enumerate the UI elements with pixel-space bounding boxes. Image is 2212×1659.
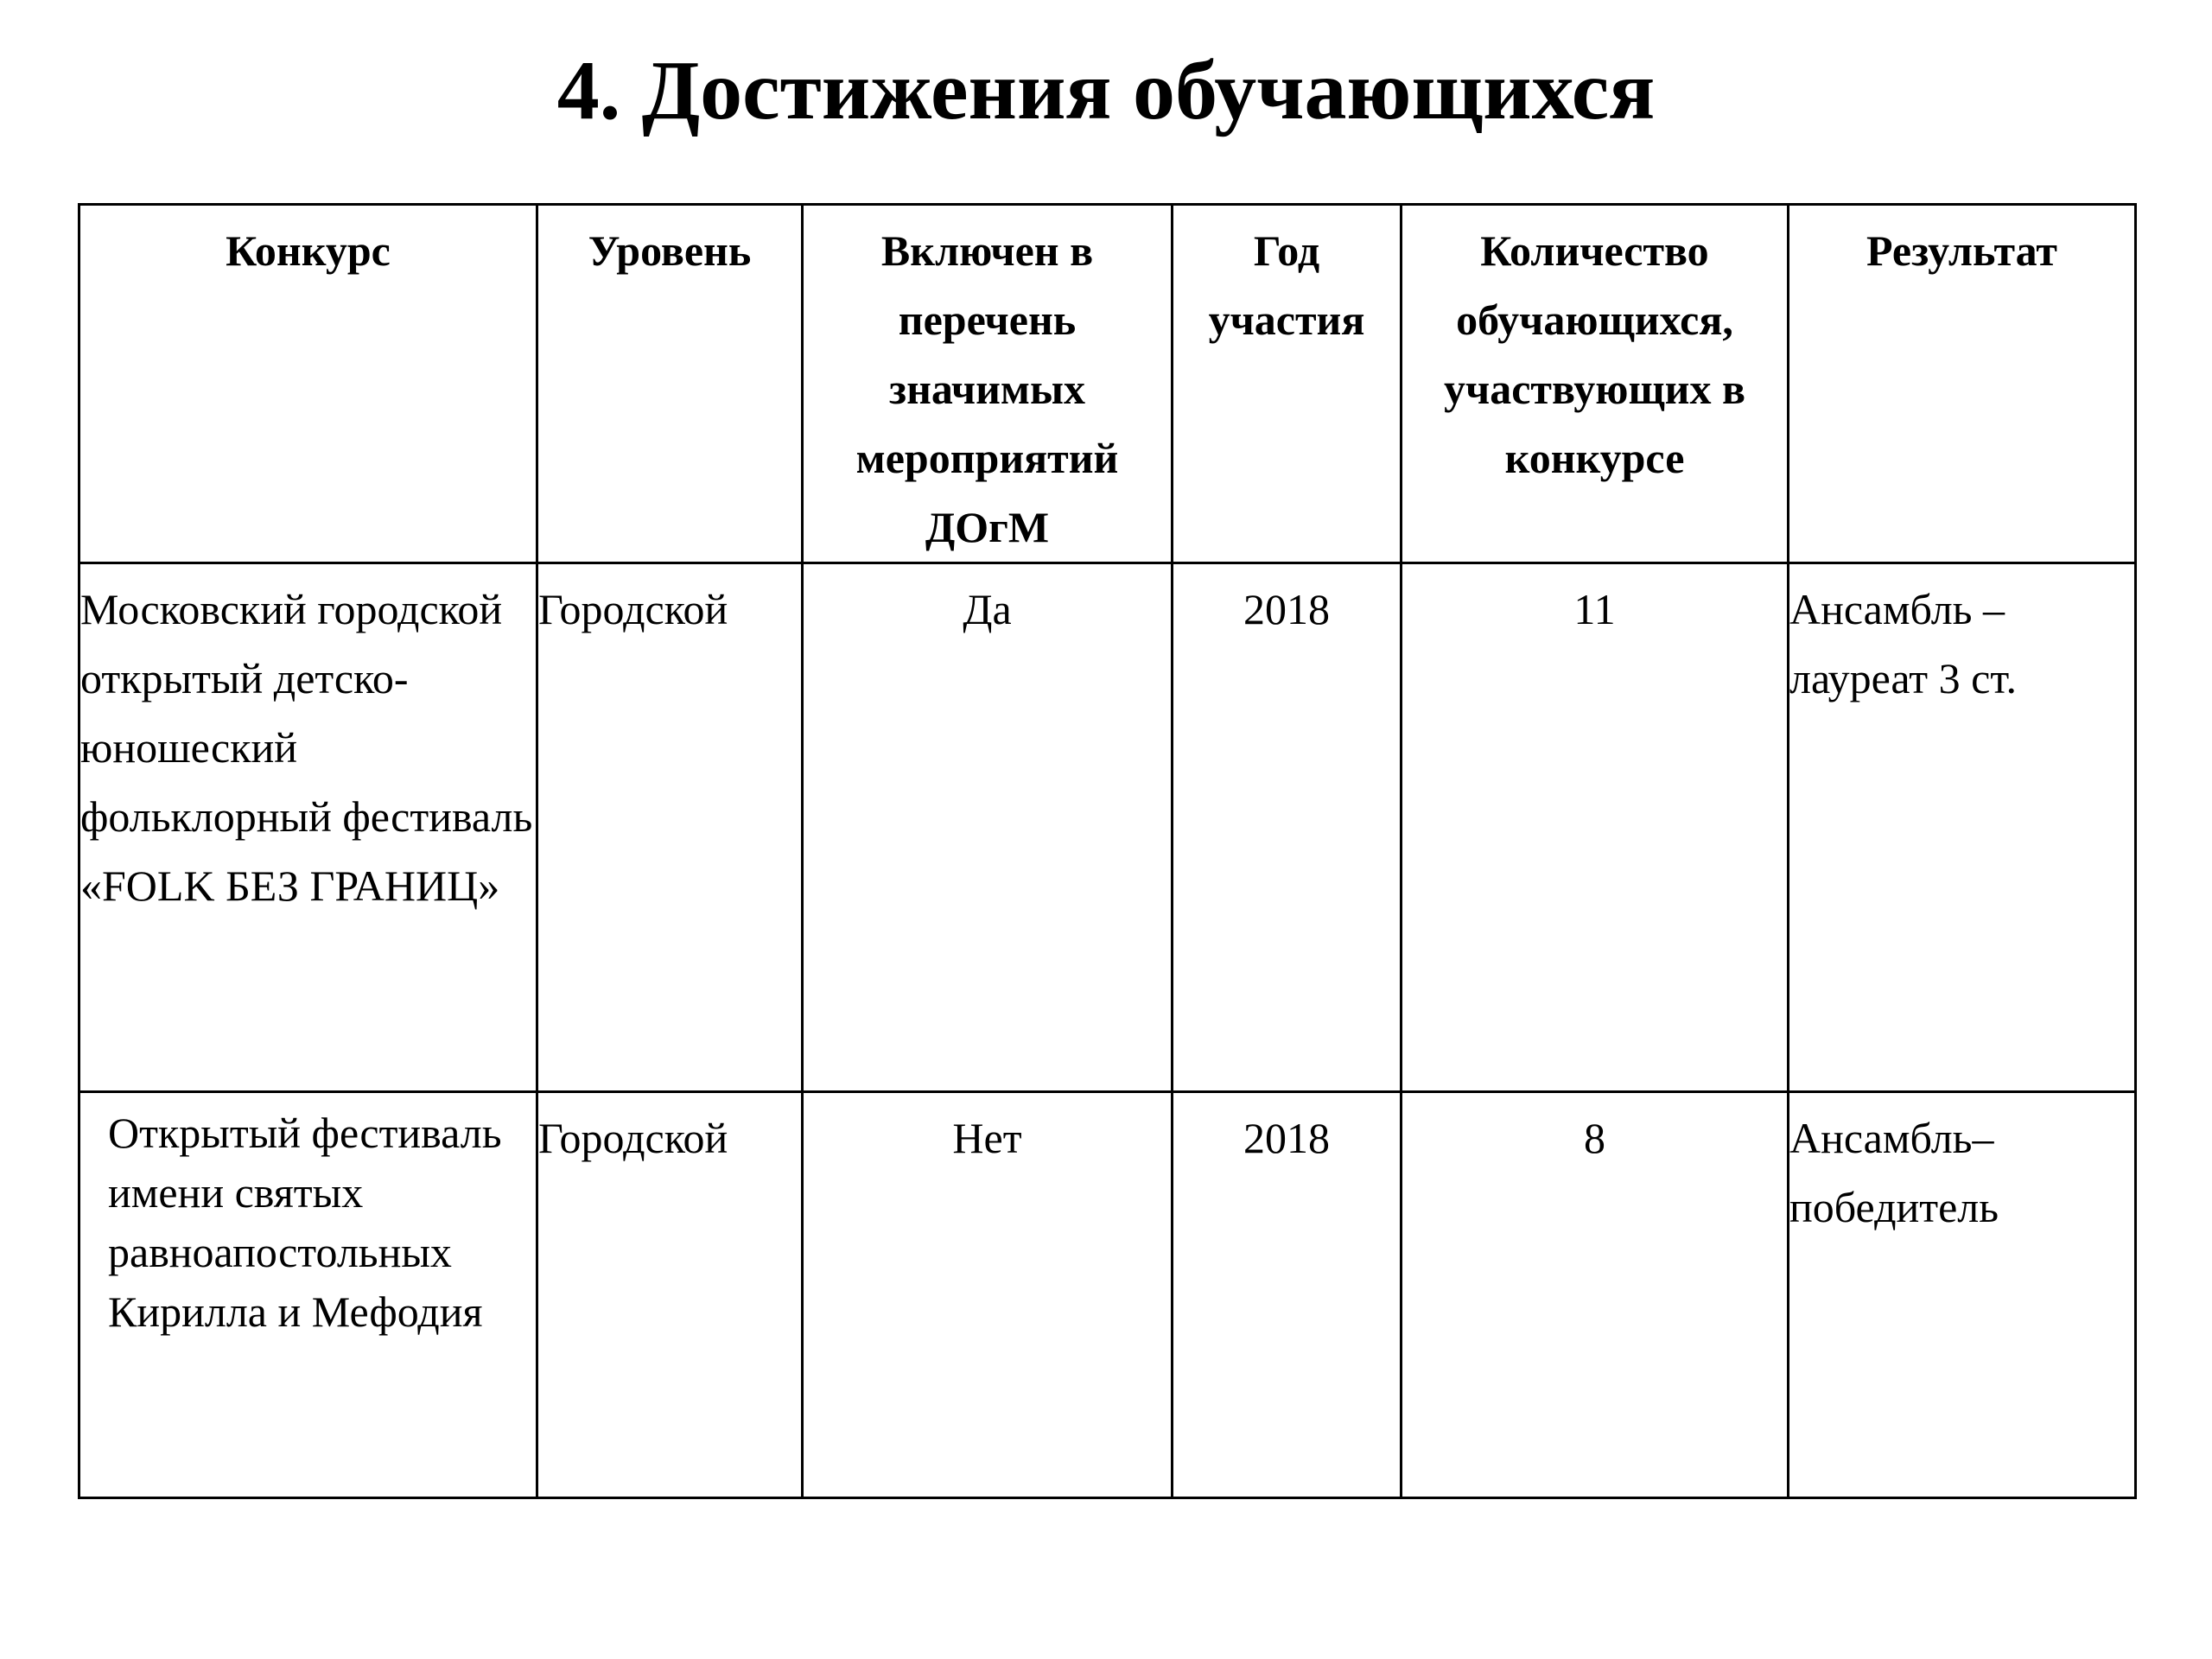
cell-result: Ансамбль – лауреат 3 ст. (1789, 563, 2136, 1092)
cell-year: 2018 (1173, 1092, 1402, 1498)
cell-included: Да (803, 563, 1173, 1092)
cell-count: 11 (1402, 563, 1789, 1092)
achievements-table (78, 203, 2137, 1499)
cell-result: Ансамбль– победитель (1789, 1092, 2136, 1498)
cell-count: 8 (1402, 1092, 1789, 1498)
table-row (79, 1092, 2136, 1498)
header-competition: Конкурс (79, 205, 537, 563)
cell-level: Городской (537, 1092, 803, 1498)
header-count: Количество обучающихся, участвующих в конкурсе (1402, 205, 1789, 563)
header-included: Включен в перечень значимых мероприятий ДОгМ (803, 205, 1173, 563)
table-row (79, 563, 2136, 1092)
header-year: Год участия (1173, 205, 1402, 563)
header-level: Уровень (537, 205, 803, 563)
cell-competition: Московский городской открытый детско-юношеский фольклорный фестиваль «FOLK БЕЗ ГРАНИЦ» (79, 563, 537, 1092)
slide-title: 4. Достижения обучающихся (556, 44, 1656, 137)
cell-level: Городской (537, 563, 803, 1092)
table-header-row (79, 205, 2136, 563)
cell-year: 2018 (1173, 563, 1402, 1092)
header-result: Результат (1789, 205, 2136, 563)
cell-competition: Открытый фестиваль имени святых равноапостольных Кирилла и Мефодия (79, 1092, 537, 1498)
cell-included: Нет (803, 1092, 1173, 1498)
